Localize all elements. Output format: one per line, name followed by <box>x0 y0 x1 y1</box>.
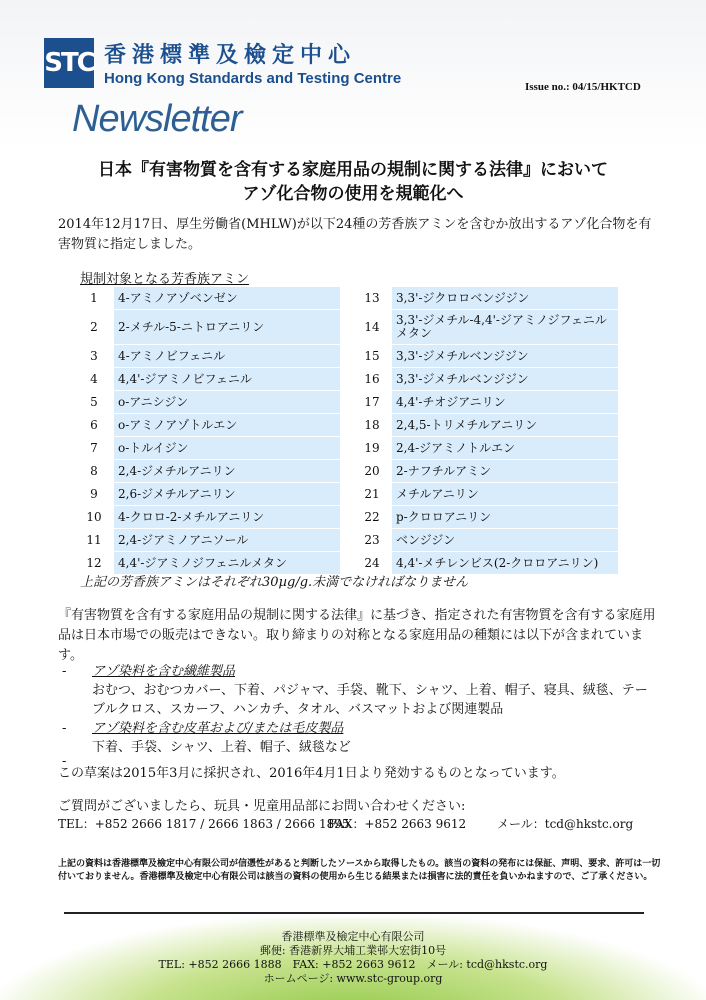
row-number: 20 <box>364 464 380 478</box>
table-row <box>80 483 350 505</box>
amine-name: 3,3'-ジクロロベンジジン <box>392 287 618 309</box>
table-row <box>80 414 350 436</box>
row-number: 19 <box>364 441 380 455</box>
amine-name: ベンジジン <box>392 529 618 551</box>
amine-name: p-クロロアニリン <box>392 506 618 528</box>
list-head-leather: アゾ染料を含む皮革および/または毛皮製品 <box>92 721 344 736</box>
amine-name: 4-アミノアゾベンゼン <box>114 287 340 309</box>
table-row <box>80 437 350 459</box>
table-row <box>358 437 628 459</box>
table-row <box>358 529 628 551</box>
amine-name: 4-アミノビフェニル <box>114 345 340 367</box>
amine-name: 4,4'-チオジアニリン <box>392 391 618 413</box>
stc-logo: STC <box>44 38 94 88</box>
row-number: 16 <box>364 372 380 386</box>
table-row <box>80 460 350 482</box>
footer-contact: TEL: +852 2666 1888 FAX: +852 2663 9612 メール: tcd@hkstc.org <box>158 958 548 971</box>
adoption-note: この草案は2015年3月に採択され、2016年4月1日より発効するものとなっています。 <box>58 766 565 781</box>
amine-name: 2,4,5-トリメチルアニリン <box>392 414 618 436</box>
table-row <box>80 287 350 309</box>
row-number: 1 <box>90 291 98 305</box>
table-row <box>358 310 628 344</box>
row-number: 5 <box>90 395 98 409</box>
footer <box>0 930 706 986</box>
table-row <box>80 391 350 413</box>
table-row <box>358 506 628 528</box>
table-row <box>358 345 628 367</box>
row-number: 17 <box>364 395 380 409</box>
row-number: 3 <box>90 349 98 363</box>
article-title-line2: アゾ化合物の使用を規範化へ <box>242 184 464 204</box>
list-head-textiles: アゾ染料を含む繊維製品 <box>92 664 236 679</box>
row-number: 22 <box>364 510 380 524</box>
row-number: 4 <box>90 372 98 386</box>
contact-fax: FAX：+852 2663 9612 <box>328 817 467 831</box>
row-number: 14 <box>364 320 380 334</box>
amine-name: o-トルイジン <box>114 437 340 459</box>
amine-name: o-アミノアゾトルエン <box>114 414 340 436</box>
row-number: 9 <box>90 487 98 501</box>
amine-name: 2,6-ジメチルアニリン <box>114 483 340 505</box>
org-name-english: Hong Kong Standards and Testing Centre <box>104 70 402 87</box>
article-title-line1: 日本『有害物質を含有する家庭用品の規制に関する法律』において <box>98 160 608 180</box>
table-heading: 規制対象となる芳香族アミン <box>80 272 250 287</box>
amine-name: 2,4-ジメチルアニリン <box>114 460 340 482</box>
footer-company: 香港標準及檢定中心有限公司 <box>281 930 425 943</box>
row-number: 13 <box>364 291 380 305</box>
footer-address: 郵便: 香港新界大埔工業邨大宏街10号 <box>259 944 447 957</box>
regulation-paragraph: 『有害物質を含有する家庭用品の規制に関する法律』に基づき、指定された有害物質を含有する家庭用品は日本市場での販売はできない。取り締まりの対称となる家庭用品の種類には以下が含まれています。 <box>58 608 656 663</box>
table-row <box>80 310 350 344</box>
disclaimer: 上記の資料は香港標準及檢定中心有限公司が信憑性があると判断したソースから取得したもの。該当の資料の発布には保証、声明、要求、許可は一切付いておりません。香港標準及檢定中心有限公司は該当の資料の使用から生じる結果または損害に法的責任を負いかねますので、ご了承ください。 <box>58 859 661 882</box>
row-number: 12 <box>86 556 102 570</box>
amine-name: メチルアニリン <box>392 483 618 505</box>
list-dash: - <box>62 664 67 679</box>
amine-name: 2,4-ジアミノトルエン <box>392 437 618 459</box>
intro-paragraph: 2014年12月17日、厚生労働省(MHLW)が以下24種の芳香族アミンを含むか放出するアゾ化合物を有害物質に指定しました。 <box>58 217 652 252</box>
row-number: 6 <box>90 418 98 432</box>
issue-number: Issue no.: 04/15/HKTCD <box>525 81 641 93</box>
table-row <box>358 287 628 309</box>
row-number: 21 <box>364 487 380 501</box>
row-number: 15 <box>364 349 380 363</box>
divider <box>64 912 644 914</box>
table-row <box>358 391 628 413</box>
amine-name: 2-ナフチルアミン <box>392 460 618 482</box>
table-row <box>80 506 350 528</box>
amine-name: 4,4'-メチレンビス(2-クロロアニリン) <box>392 552 618 574</box>
row-number: 24 <box>364 556 380 570</box>
row-number: 10 <box>86 510 102 524</box>
list-items-textiles: おむつ、おむつカバー、下着、パジャマ、手袋、靴下、シャツ、上着、帽子、寝具、絨毯、テーブルクロス、スカーフ、ハンカチ、タオル、バスマットおよび関連製品 <box>92 683 648 717</box>
contact-question: ご質問がございましたら、玩具・児童用品部にお問い合わせください: <box>58 799 466 814</box>
amine-name: 3,3'-ジメチルベンジジン <box>392 345 618 367</box>
row-number: 23 <box>364 533 380 547</box>
amine-name: 2,4-ジアミノアニソール <box>114 529 340 551</box>
list-dash: - <box>62 754 67 769</box>
list-items-leather: 下着、手袋、シャツ、上着、帽子、絨毯など <box>92 740 351 755</box>
table-row <box>358 414 628 436</box>
amine-name: 4,4'-ジアミノビフェニル <box>114 368 340 390</box>
org-name-chinese: 香港標準及檢定中心 <box>104 43 357 68</box>
row-number: 2 <box>90 320 98 334</box>
row-number: 8 <box>90 464 98 478</box>
list-dash: - <box>62 721 67 736</box>
table-row <box>80 529 350 551</box>
amine-name: 4-クロロ-2-メチルアニリン <box>114 506 340 528</box>
amine-name: 4,4'-ジアミノジフェニルメタン <box>114 552 340 574</box>
footer-web[interactable]: ホームページ: www.stc-group.org <box>263 972 443 985</box>
row-number: 7 <box>90 441 98 455</box>
newsletter-title: Newsletter <box>72 98 242 140</box>
row-number: 18 <box>364 418 380 432</box>
amine-name: o-アニシジン <box>114 391 340 413</box>
limit-note: 上記の芳香族アミンはそれぞれ30µg/g.未満でなければなりません <box>80 575 469 590</box>
table-row <box>358 460 628 482</box>
amine-name: 3,3'-ジメチル-4,4'-ジアミノジフェニルメタン <box>392 310 618 344</box>
amine-name: 2-メチル-5-ニトロアニリン <box>114 310 340 344</box>
contact-email[interactable]: メール：tcd@hkstc.org <box>497 817 634 831</box>
row-number: 11 <box>86 533 102 547</box>
table-row <box>80 368 350 390</box>
table-row <box>358 483 628 505</box>
table-row <box>80 345 350 367</box>
table-row <box>358 368 628 390</box>
amine-name: 3,3'-ジメチルベンジジン <box>392 368 618 390</box>
article-title <box>0 158 706 206</box>
contact-tel: TEL：+852 2666 1817 / 2666 1863 / 2666 1895 <box>58 817 350 831</box>
